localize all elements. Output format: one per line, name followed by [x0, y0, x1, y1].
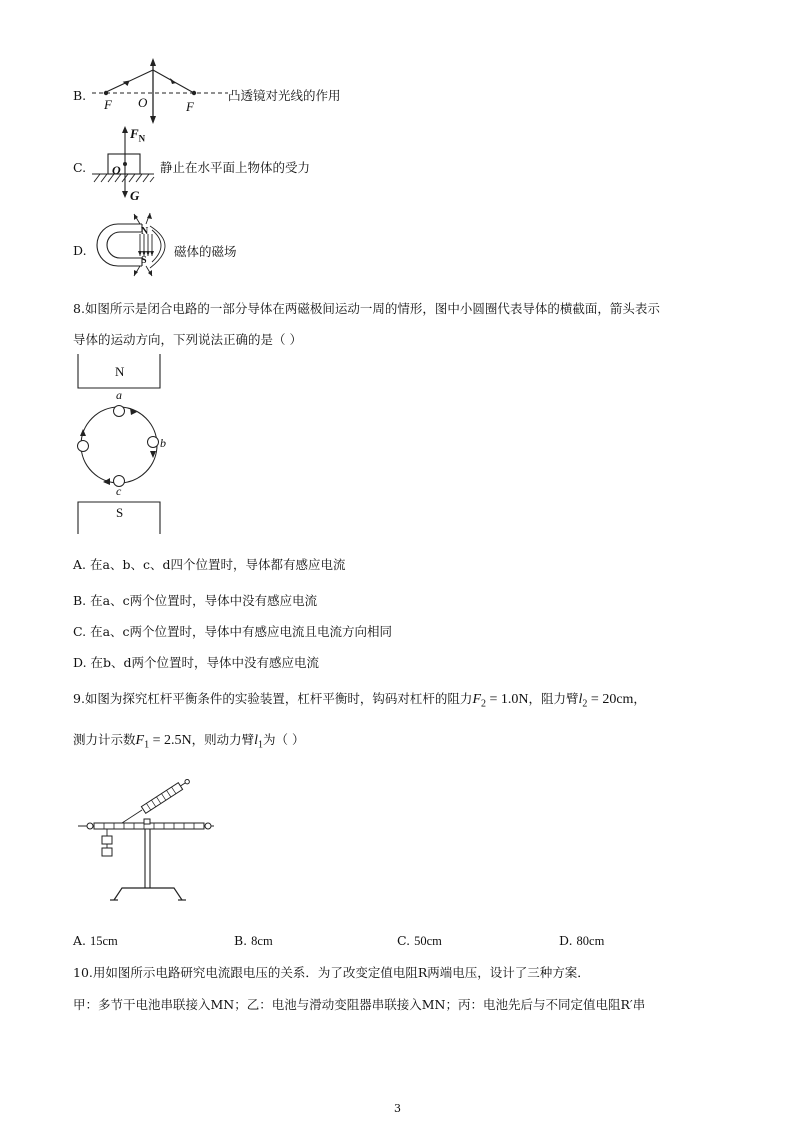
q8-south-label: S	[116, 505, 124, 520]
q9-option-d[interactable]: D. 80cm	[559, 933, 605, 948]
magnet-field-diagram	[90, 210, 180, 280]
magnet-north-label: N	[141, 226, 149, 237]
normal-force-label: $F_N$	[130, 126, 146, 144]
point-o-label: O	[112, 163, 121, 177]
q8-position-c: c	[116, 484, 122, 498]
option-c-caption: 静止在水平面上物体的受力	[160, 160, 311, 175]
gravity-label: G	[130, 188, 140, 203]
q9-stem-line1: 9.如图为探究杠杆平衡条件的实验装置，杠杆平衡时，钩码对杠杆的阻力$F_2 = 1.0N$，阻力臂$l_2 = 20cm$，	[73, 691, 646, 710]
option-d-caption: 磁体的磁场	[174, 244, 237, 259]
convex-lens-diagram	[90, 56, 230, 126]
force-diagram	[90, 124, 160, 204]
lever-apparatus-figure	[74, 782, 224, 907]
q8-stem-line1: 8.如图所示是闭合电路的一部分导体在两磁极间运动一周的情形，图中小圆圈代表导体的横截面，箭头表示	[73, 301, 660, 316]
q10-stem-line1: 10.用如图所示电路研究电流跟电压的关系．为了改变定值电阻R两端电压，设计了三种方案．	[73, 965, 590, 980]
q8-option-c[interactable]: C. 在a、c两个位置时，导体中有感应电流且电流方向相同	[73, 624, 393, 639]
option-d-letter: D.	[73, 243, 87, 258]
q10-stem-line2: 甲：多节干电池串联接入MN；乙：电池与滑动变阻器串联接入MN；丙：电池先后与不同定值电阻R′串	[73, 997, 646, 1012]
q8-option-d[interactable]: D. 在b、d两个位置时，导体中没有感应电流	[73, 655, 320, 670]
q8-position-b: b	[160, 436, 166, 450]
q9-option-c[interactable]: C. 50cm	[397, 933, 442, 948]
q9-option-b[interactable]: B. 8cm	[234, 933, 273, 948]
magnet-south-label: S	[141, 255, 147, 266]
focus-left-label: F	[104, 97, 112, 112]
q8-option-a[interactable]: A. 在a、b、c、d四个位置时，导体都有感应电流	[73, 557, 346, 572]
q9-option-a[interactable]: A. 15cm	[73, 933, 118, 948]
q8-north-label: N	[115, 364, 125, 379]
option-c-letter: C.	[73, 160, 87, 175]
option-b-caption: 凸透镜对光线的作用	[228, 88, 341, 103]
q8-position-a: a	[116, 388, 122, 402]
optical-center-label: O	[138, 95, 148, 110]
page-number: 3	[394, 1102, 401, 1115]
focus-right-label: F	[186, 99, 194, 114]
option-b-letter: B.	[73, 88, 87, 103]
q8-stem-line2: 导体的运动方向，下列说法正确的是（ ）	[73, 332, 302, 347]
q8-option-b[interactable]: B. 在a、c两个位置时，导体中没有感应电流	[73, 593, 318, 608]
q9-stem-line2: 测力计示数$F_1 = 2.5N$，则动力臂$l_1$为（ ）	[73, 732, 305, 751]
